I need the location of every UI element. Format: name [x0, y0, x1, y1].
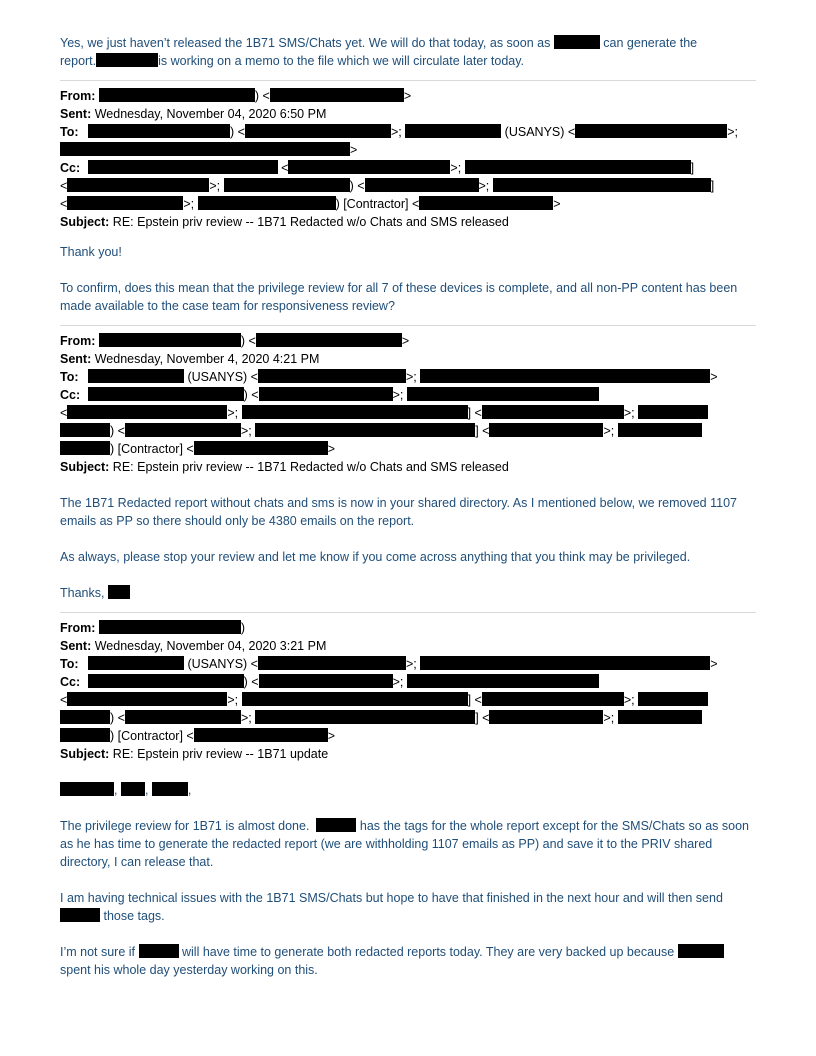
redaction	[255, 710, 475, 724]
redaction	[242, 405, 468, 419]
email-body-paragraph: Thank you!	[60, 245, 122, 259]
redaction	[638, 405, 708, 419]
email-header-2: From: ) < > Sent: Wednesday, November 4, 2020 4:21 PM To: (USANYS) < >; > Cc: ) < >; < >; ] < >; ) < >; ] < >; ) [Contractor] < > Subject: RE: Epstein priv review -- 1B71 Redacted w/o Chats and SMS released	[60, 334, 718, 474]
top-reply-line-1	[60, 34, 756, 52]
subject-label: Subject:	[60, 215, 110, 229]
redaction	[288, 160, 450, 174]
greeting-redacted: , , ,	[60, 781, 756, 799]
email-body-paragraph: As always, please stop your review and let me know if you come across anything that you think may be privileged.	[60, 550, 691, 564]
sent-label: Sent:	[60, 639, 92, 653]
redaction	[198, 196, 336, 210]
redaction	[420, 369, 710, 383]
redaction	[618, 423, 702, 437]
redaction	[258, 656, 406, 670]
sent-label: Sent:	[60, 352, 92, 366]
redaction	[88, 124, 230, 138]
redaction	[60, 441, 110, 455]
redaction	[60, 142, 350, 156]
redaction	[678, 944, 724, 958]
redaction	[125, 710, 241, 724]
redaction	[489, 423, 603, 437]
redaction	[618, 710, 702, 724]
body-text: has the tags for the whole report except for the SMS/Chats so as soon as he has time to generate the redacted report (we are withholding 1107 emails as PP) and save it to the PRIV shared directory, I can release that.	[60, 819, 749, 869]
redaction	[67, 692, 227, 706]
redaction	[407, 387, 599, 401]
redaction	[489, 710, 603, 724]
email-header-3: From: ) Sent: Wednesday, November 04, 2020 3:21 PM To: (USANYS) < >; > Cc: ) < >; < >; ] < >; ) < >; ] < >; ) [Contractor] < > Subject: RE: Epstein priv review -- 1B71 update	[60, 621, 718, 761]
usanys-tag: (USANYS) <	[187, 657, 258, 671]
sent-date: Wednesday, November 04, 2020 6:50 PM	[94, 107, 327, 121]
from-label: From:	[60, 89, 96, 103]
redaction	[60, 908, 100, 922]
subject-text: RE: Epstein priv review -- 1B71 update	[112, 747, 329, 761]
top-reply-text: report.	[60, 54, 97, 68]
body-text: those tags.	[103, 909, 165, 923]
redaction	[255, 423, 475, 437]
email-header-1: From: ) < > Sent: Wednesday, November 04, 2020 6:50 PM To: ) < >; (USANYS) < >; > Cc: < >; ] < >; ) < >; ] < >; ) [Contractor] < > Subject: RE: Epstein priv review -- 1B71 Redacted w/o Chats and SMS released	[60, 89, 738, 229]
sent-label: Sent:	[60, 107, 92, 121]
top-reply-text: can generate the	[603, 36, 698, 50]
redaction	[99, 88, 255, 102]
body-text: I’m not sure if	[60, 945, 136, 959]
redaction	[638, 692, 708, 706]
email-body-paragraph	[60, 943, 756, 979]
redaction	[575, 124, 727, 138]
redaction	[365, 178, 479, 192]
body-text: spent his whole day yesterday working on this.	[60, 963, 318, 977]
contractor-tag: ) [Contractor] <	[110, 442, 194, 456]
top-reply-text: Yes, we just haven’t released the 1B71 SMS/Chats yet. We will do that today, as soon as	[60, 36, 551, 50]
from-label: From:	[60, 334, 96, 348]
redaction	[67, 178, 209, 192]
contractor-tag: ) [Contractor] <	[335, 197, 420, 211]
redaction	[194, 728, 328, 742]
contractor-tag: ) [Contractor] <	[110, 729, 194, 743]
signoff-text: Thanks,	[60, 586, 105, 600]
cc-label: Cc:	[60, 161, 81, 175]
email-signoff	[60, 584, 756, 602]
subject-text: RE: Epstein priv review -- 1B71 Redacted w/o Chats and SMS released	[112, 215, 509, 229]
redaction	[60, 423, 110, 437]
email-thread	[60, 34, 756, 979]
redaction	[67, 405, 227, 419]
email-body-paragraph	[60, 817, 756, 871]
redaction	[405, 124, 501, 138]
redaction	[194, 441, 328, 455]
subject-text: RE: Epstein priv review -- 1B71 Redacted w/o Chats and SMS released	[112, 460, 509, 474]
redaction	[259, 387, 393, 401]
redaction	[419, 196, 553, 210]
to-label: To:	[60, 657, 79, 671]
redaction	[88, 369, 184, 383]
redaction	[60, 782, 114, 796]
usanys-tag: (USANYS) <	[187, 370, 258, 384]
redaction	[96, 53, 158, 67]
redaction	[256, 333, 402, 347]
redaction	[88, 387, 244, 401]
cc-label: Cc:	[60, 675, 81, 689]
redaction	[465, 160, 691, 174]
from-label: From:	[60, 621, 96, 635]
redaction	[224, 178, 350, 192]
cc-label: Cc:	[60, 388, 81, 402]
redaction	[152, 782, 188, 796]
top-reply-line-2	[60, 52, 756, 70]
redaction	[420, 656, 710, 670]
body-text: will have time to generate both redacted reports today. They are very backed up because	[182, 945, 675, 959]
redaction	[316, 818, 356, 832]
redaction	[60, 710, 110, 724]
redaction	[482, 405, 624, 419]
redaction	[139, 944, 179, 958]
email-body-paragraph: The 1B71 Redacted report without chats and sms is now in your shared directory. As I mentioned below, we removed 1107 emails as PP so there should only be 4380 emails on the report.	[60, 496, 737, 528]
redaction	[554, 35, 600, 49]
redaction	[88, 674, 244, 688]
redaction	[88, 160, 278, 174]
redaction	[99, 620, 241, 634]
subject-label: Subject:	[60, 460, 110, 474]
body-text: I am having technical issues with the 1B71 SMS/Chats but hope to have that finished in the next hour and will then send	[60, 891, 723, 905]
subject-label: Subject:	[60, 747, 110, 761]
redaction	[493, 178, 711, 192]
email-body-paragraph: To confirm, does this mean that the privilege review for all 7 of these devices is complete, and all non-PP content has been made available to the case team for responsiveness review?	[60, 281, 738, 313]
body-text: The privilege review for 1B71 is almost done.	[60, 819, 310, 833]
redaction	[99, 333, 241, 347]
redaction	[270, 88, 404, 102]
redaction	[482, 692, 624, 706]
redaction	[259, 674, 393, 688]
redaction	[108, 585, 130, 599]
redaction	[60, 728, 110, 742]
to-label: To:	[60, 370, 79, 384]
usanys-tag: (USANYS) <	[504, 125, 576, 139]
redaction	[121, 782, 145, 796]
redaction	[125, 423, 241, 437]
redaction	[67, 196, 183, 210]
redaction	[242, 692, 468, 706]
email-body-paragraph	[60, 889, 756, 925]
sent-date: Wednesday, November 04, 2020 3:21 PM	[94, 639, 327, 653]
to-label: To:	[60, 125, 79, 139]
sent-date: Wednesday, November 4, 2020 4:21 PM	[94, 352, 320, 366]
redaction	[88, 656, 184, 670]
redaction	[245, 124, 391, 138]
redaction	[258, 369, 406, 383]
redaction	[407, 674, 599, 688]
top-reply-text: is working on a memo to the file which we will circulate later today.	[158, 54, 525, 68]
